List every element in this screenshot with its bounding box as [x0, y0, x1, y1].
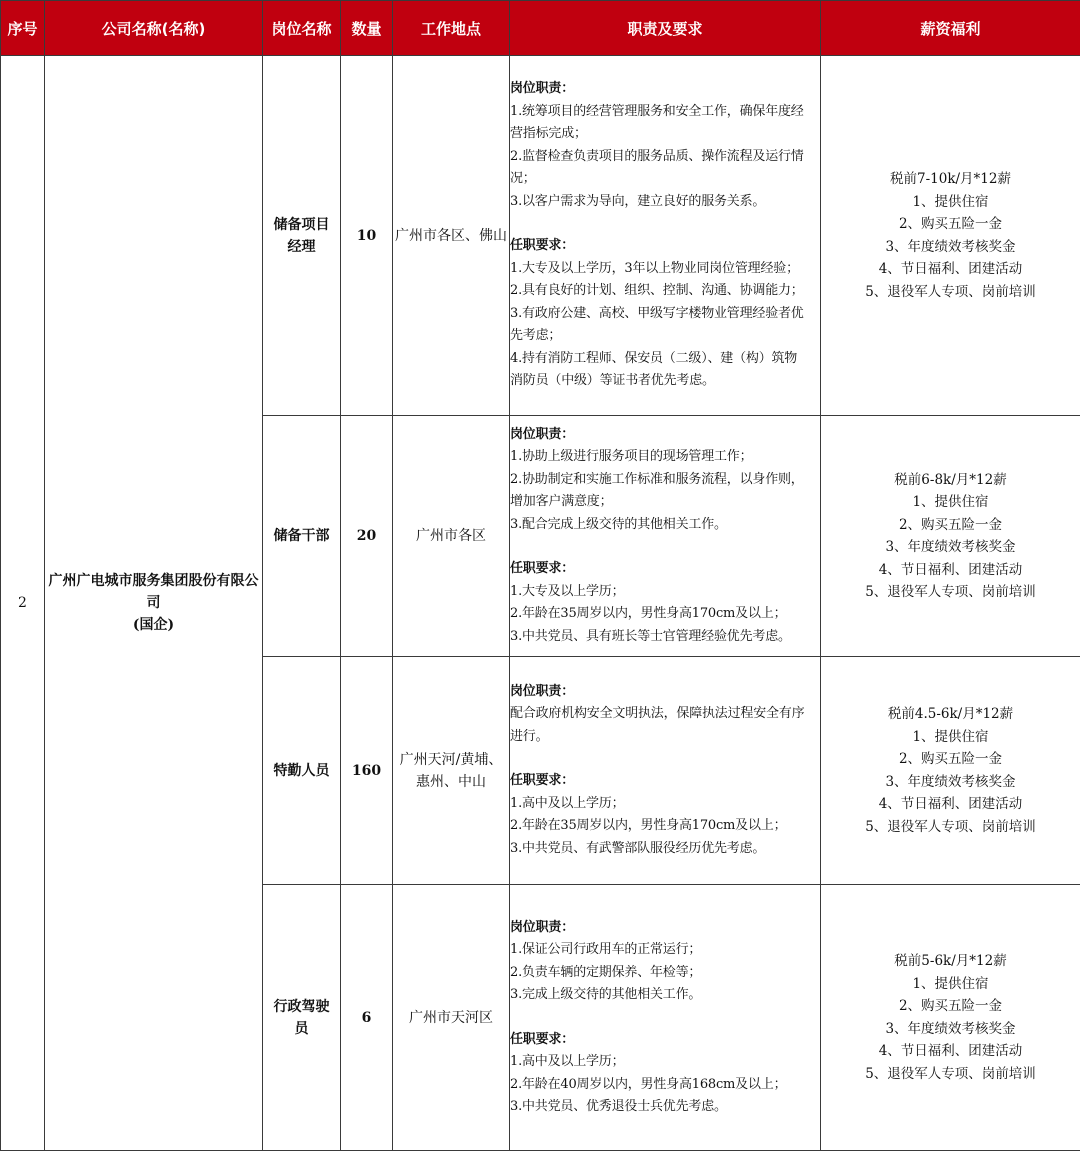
requirement-item: 2.年龄在40周岁以内，男性身高168cm及以上；	[510, 1076, 787, 1092]
benefit-item: 4、节日福利、团建活动	[878, 561, 1023, 578]
benefit-item: 1、提供住宿	[912, 728, 989, 745]
duty-item: 配合政府机构安全文明执法，保障执法过程安全有序	[510, 706, 805, 722]
requirement-item: 3.中共党员、有武警部队服役经历优先考虑。	[510, 840, 766, 856]
table-row	[1, 56, 1080, 416]
duty-item: 进行。	[510, 728, 549, 744]
duty-item: 1.协助上级进行服务项目的现场管理工作；	[510, 449, 753, 465]
duty-item: 营指标完成；	[510, 126, 587, 142]
requirement-item: 2.年龄在35周岁以内，男性身高170cm及以上；	[510, 606, 787, 622]
work-location: 广州天河/黄埔、惠州、中山	[393, 657, 510, 885]
duty-item: 增加客户满意度；	[510, 494, 613, 510]
benefit-item: 5、退役军人专项、岗前培训	[865, 584, 1036, 600]
salary-range: 税前6-8k/月*12薪	[894, 471, 1007, 488]
requirement-item: 4.持有消防工程师、保安员（二级）、建（构）筑物	[510, 350, 798, 366]
requirements-label: 任职要求：	[510, 1031, 575, 1047]
duties-cell	[510, 657, 821, 885]
duty-item: 2.监督检查负责项目的服务品质、操作流程及运行情	[510, 148, 804, 164]
company-name-line: 广州广电城市服务集团股份有限公司	[48, 573, 259, 611]
company-type: (国企)	[132, 617, 175, 633]
header-duties: 职责及要求	[510, 1, 821, 56]
requirements-label: 任职要求：	[510, 773, 575, 789]
benefit-item: 2、购买五险一金	[898, 516, 1003, 533]
benefit-item: 1、提供住宿	[912, 494, 989, 510]
duties-cell	[510, 885, 821, 1151]
salary-cell	[821, 56, 1080, 416]
position-count: 20	[341, 416, 393, 657]
header-company: 公司名称(名称)	[45, 1, 263, 56]
position-count: 10	[341, 56, 393, 416]
benefit-item: 1、提供住宿	[912, 975, 989, 992]
position-count: 6	[341, 885, 393, 1151]
benefit-item: 5、退役军人专项、岗前培训	[865, 1065, 1036, 1082]
header-location: 工作地点	[393, 1, 510, 56]
duties-label: 岗位职责：	[510, 81, 575, 97]
benefit-item: 2、购买五险一金	[898, 216, 1003, 232]
benefit-item: 2、购买五险一金	[898, 998, 1003, 1014]
duty-item: 3.以客户需求为导向，建立良好的服务关系。	[510, 193, 766, 209]
duty-item: 3.完成上级交待的其他相关工作。	[510, 987, 702, 1002]
salary-cell	[821, 657, 1080, 885]
requirement-item: 3.中共党员、具有班长等士官管理经验优先考虑。	[510, 628, 791, 644]
benefit-item: 5、退役军人专项、岗前培训	[865, 818, 1036, 835]
requirement-item: 1.高中及以上学历；	[510, 795, 625, 811]
benefit-item: 4、节日福利、团建活动	[878, 796, 1023, 812]
position-title: 特勤人员	[263, 657, 341, 885]
duty-item: 况；	[510, 171, 536, 187]
requirement-item: 1.大专及以上学历；	[510, 583, 625, 599]
duties-cell	[510, 56, 821, 416]
duties-label: 岗位职责：	[510, 919, 575, 935]
benefit-item: 4、节日福利、团建活动	[878, 261, 1023, 277]
work-location: 广州市各区	[393, 416, 510, 657]
benefit-item: 5、退役军人专项、岗前培训	[865, 283, 1036, 300]
duties-label: 岗位职责：	[510, 426, 575, 442]
position-title: 行政驾驶员	[263, 885, 341, 1151]
requirements-label: 任职要求：	[510, 561, 575, 577]
requirement-item: 先考虑；	[510, 328, 562, 344]
benefit-item: 3、年度绩效考核奖金	[885, 539, 1016, 555]
header-salary: 薪资福利	[821, 1, 1080, 56]
duty-item: 2.协助制定和实施工作标准和服务流程，以身作则，	[510, 471, 804, 487]
row-index: 2	[1, 56, 45, 1151]
duty-item: 1.保证公司行政用车的正常运行；	[510, 942, 702, 957]
requirement-item: 1.大专及以上学历，3年以上物业同岗位管理经验；	[510, 260, 799, 276]
requirement-item: 2.年龄在35周岁以内，男性身高170cm及以上；	[510, 818, 787, 834]
requirement-item: 1.高中及以上学历；	[510, 1054, 625, 1069]
duty-item: 2.负责车辆的定期保养、年检等；	[510, 964, 702, 980]
benefit-item: 4、节日福利、团建活动	[878, 1043, 1023, 1059]
requirement-item: 2.具有良好的计划、组织、控制、沟通、协调能力；	[510, 283, 804, 299]
duties-cell	[510, 416, 821, 657]
salary-cell	[821, 416, 1080, 657]
position-count: 160	[341, 657, 393, 885]
company-name	[45, 56, 263, 1151]
salary-range: 税前5-6k/月*12薪	[894, 953, 1007, 969]
benefit-item: 3、年度绩效考核奖金	[885, 1020, 1016, 1037]
header-count: 数量	[341, 1, 393, 56]
duties-label: 岗位职责：	[510, 683, 575, 699]
header-index: 序号	[1, 1, 45, 56]
requirement-item: 消防员（中级）等证书者优先考虑。	[510, 373, 715, 389]
duty-item: 3.配合完成上级交待的其他相关工作。	[510, 516, 727, 532]
requirements-label: 任职要求：	[510, 238, 575, 254]
salary-range: 税前4.5-6k/月*12薪	[887, 706, 1014, 722]
benefit-item: 2、购买五险一金	[898, 751, 1003, 767]
position-title: 储备干部	[263, 416, 341, 657]
position-title: 储备项目经理	[263, 56, 341, 416]
header-row	[1, 1, 1080, 56]
work-location: 广州市各区、佛山	[393, 56, 510, 416]
header-position: 岗位名称	[263, 1, 341, 56]
requirement-item: 3.中共党员、优秀退役士兵优先考虑。	[510, 1099, 727, 1114]
work-location: 广州市天河区	[393, 885, 510, 1151]
duty-item: 1.统筹项目的经营管理服务和安全工作，确保年度经	[510, 103, 804, 119]
salary-cell	[821, 885, 1080, 1151]
benefit-item: 3、年度绩效考核奖金	[885, 238, 1016, 255]
salary-range: 税前7-10k/月*12薪	[890, 171, 1011, 187]
benefit-item: 1、提供住宿	[912, 193, 989, 210]
requirement-item: 3.有政府公建、高校、甲级写字楼物业管理经验者优	[510, 305, 804, 321]
benefit-item: 3、年度绩效考核奖金	[885, 773, 1016, 790]
